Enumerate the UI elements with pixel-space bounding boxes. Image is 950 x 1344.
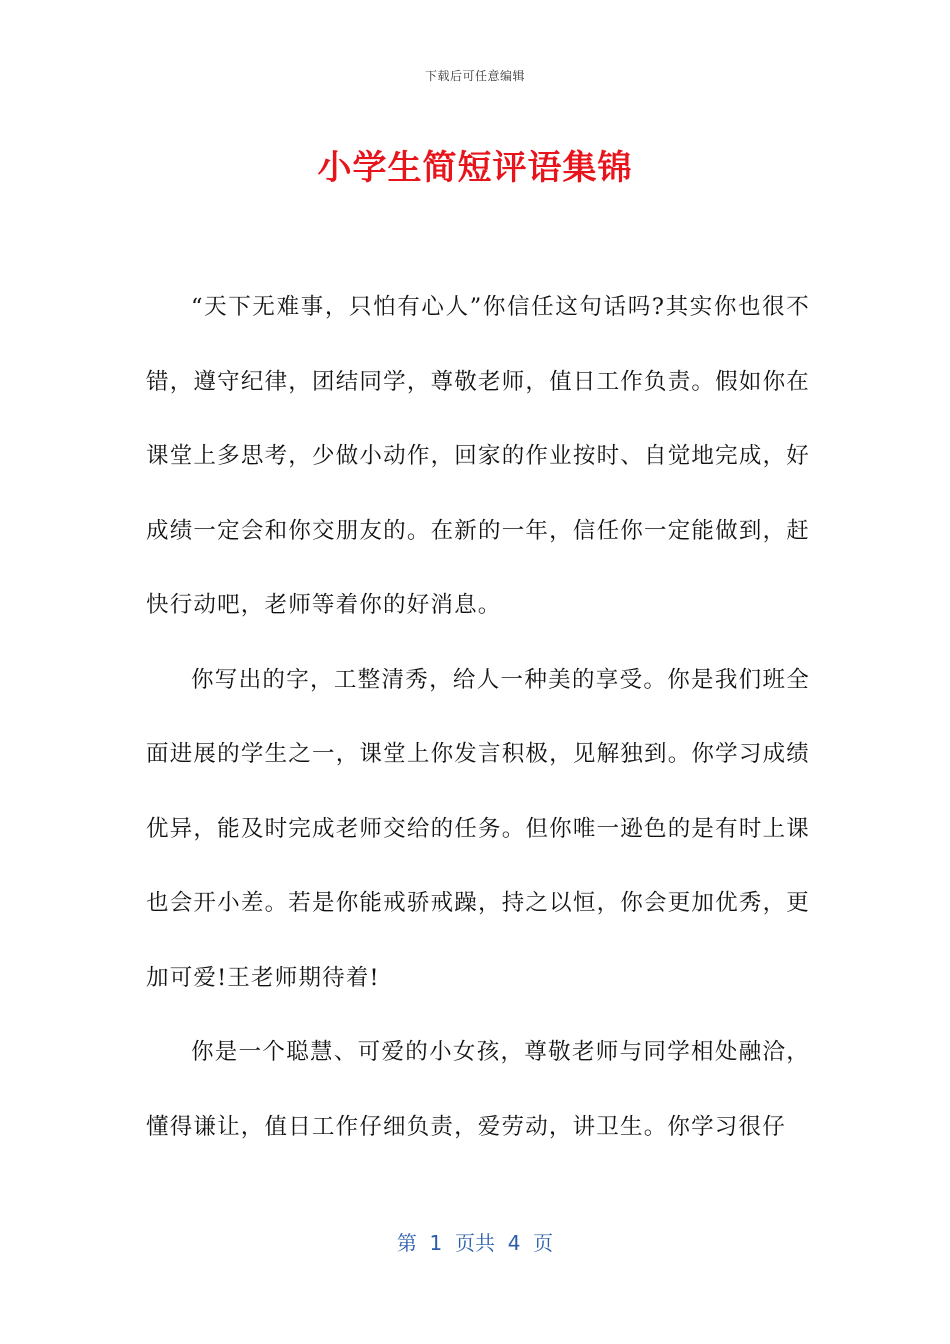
paragraph-2: 你写出的字，工整清秀，给人一种美的享受。你是我们班全面进展的学生之一，课堂上你发言积极，见解独到。你学习成绩优异，能及时完成老师交给的任务。但你唯一逊色的是有时上课也会开小差。若是你能戒骄戒躁，持之以恒，你会更加优秀，更加可爱!王老师期待着! (146, 666, 810, 991)
document-body (146, 270, 810, 1164)
paragraph-1: “天下无难事，只怕有心人”你信任这句话吗?其实你也很不错，遵守纪律，团结同学，尊敬老师，值日工作负责。假如你在课堂上多思考，少做小动作，回家的作业按时、自觉地完成，好成绩一定会和你交朋友的。在新的一年，信任你一定能做到，赶快行动吧，老师等着你的好消息。 (146, 294, 810, 618)
header-note: 下载后可任意编辑 (424, 69, 525, 83)
document-title: 小学生简短评语集锦 (317, 148, 633, 188)
page-number-footer: 第 1 页共 4 页 (396, 1231, 554, 1255)
paragraph-3: 你是一个聪慧、可爱的小女孩，尊敬老师与同学相处融洽，懂得谦让，值日工作仔细负责，爱劳动，讲卫生。你学习很仔 (146, 1039, 810, 1140)
